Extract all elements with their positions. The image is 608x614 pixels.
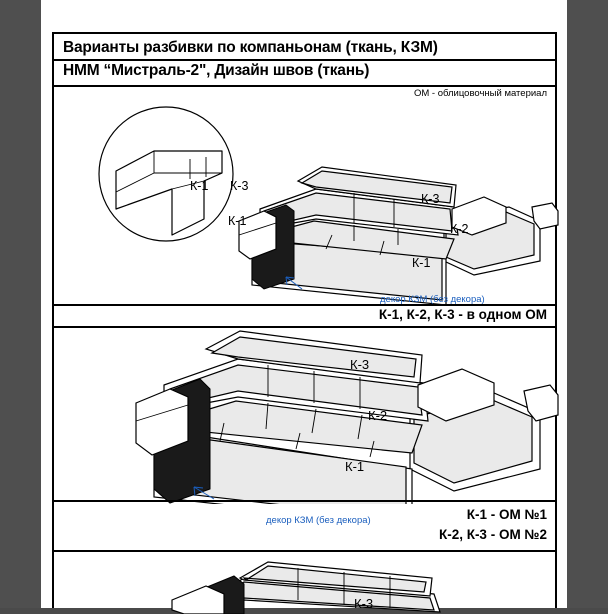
section-2-illustration (54, 329, 559, 504)
section1-decor-note: декор КЗМ (без декора) (380, 294, 485, 305)
drawing-frame (52, 32, 557, 611)
section1-caption: К-1, К-2, К-3 - в одном ОМ (378, 307, 547, 322)
detail-label-k3: К-3 (230, 179, 249, 193)
section2-divider (54, 500, 555, 502)
sofa1-label-k3: К-3 (421, 192, 440, 206)
sofa1-label-k1: К-1 (412, 256, 431, 270)
header-divider (54, 85, 555, 87)
sofa2-label-k3: К-3 (350, 357, 370, 372)
om-legend: ОМ - облицовочный материал (413, 88, 547, 99)
sofa1-label-k2: К-2 (450, 222, 469, 236)
title-divider (54, 59, 555, 61)
section2-decor-note: декор КЗМ (без декора) (266, 515, 371, 526)
sofa3-label-k3: К-3 (354, 596, 374, 611)
section2-caption-line2: К-2, К-3 - ОМ №2 (438, 527, 547, 542)
sofa2-label-k1: К-1 (345, 459, 365, 474)
section2-caption-line1: К-1 - ОМ №1 (466, 507, 547, 522)
section1-divider (54, 304, 555, 306)
page-title-line2: НММ “Мистраль-2", Дизайн швов (ткань) (63, 62, 370, 79)
section3-top-divider (54, 550, 555, 552)
section2-top-divider (54, 326, 555, 328)
sheet-top-margin (41, 0, 567, 18)
sofa2-label-k2: К-2 (368, 408, 388, 423)
section-3-illustration (54, 554, 559, 614)
section-1-illustration (54, 89, 559, 304)
detail-label-k1-lower: К-1 (228, 214, 247, 228)
page-title-line1: Варианты разбивки по компаньонам (ткань, КЗМ) (63, 39, 438, 56)
detail-label-k1-left: К-1 (190, 179, 209, 193)
